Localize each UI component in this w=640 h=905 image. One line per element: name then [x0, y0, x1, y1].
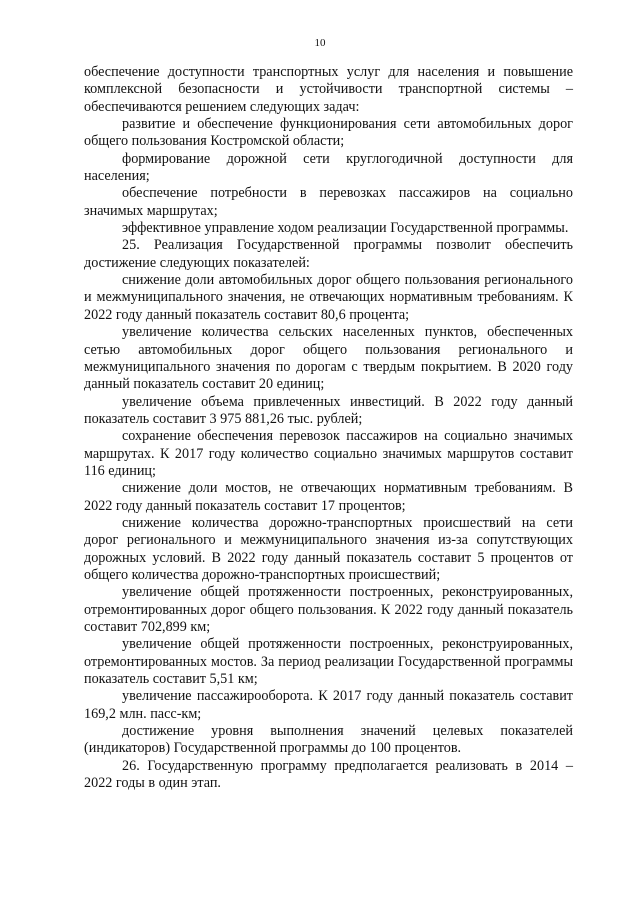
paragraph-indicator-road-share: снижение доли автомобильных дорог общего пользования регионального и межмуниципального значения, не отвечающих нормативным требованиям. К 2022 году данный показатель составит 80,6 процента;	[84, 272, 573, 323]
document-body	[84, 64, 573, 792]
page-number: 10	[314, 37, 326, 49]
paragraph-task-passenger-transport: обеспечение потребности в перевозках пассажиров на социально значимых маршрутах;	[84, 185, 573, 219]
paragraph-indicator-rural-settlements: увеличение количества сельских населенных пунктов, обеспеченных сетью автомобильных дорог общего пользования регионального и межмуниципального значения по дорогам с твердым покрытием. В 2020 году данный показатель составит 20 единиц;	[84, 324, 573, 393]
paragraph-indicator-bridges-share: снижение доли мостов, не отвечающих нормативным требованиям. В 2022 году данный показатель составит 17 процентов;	[84, 480, 573, 514]
paragraph-indicator-bridges-length: увеличение общей протяженности построенных, реконструированных, отремонтированных мостов. За период реализации Государственной программы показатель составит 5,51 км;	[84, 636, 573, 688]
paragraph-indicator-accidents: снижение количества дорожно-транспортных происшествий на сети дорог регионального и межмуниципального значения из-за сопутствующих дорожных условий. В 2022 году данный показатель составит 5 процентов от общего количества дорожно-транспортных происшествий;	[84, 514, 573, 583]
paragraph-indicator-roads-length: увеличение общей протяженности построенных, реконструированных, отремонтированных дорог общего пользования. К 2022 году данный показатель составит 702,899 км;	[84, 584, 573, 635]
paragraph-indicator-passenger-turnover: увеличение пассажирооборота. К 2017 году данный показатель составит 169,2 млн. пасс-км;	[84, 688, 573, 722]
paragraph-indicator-routes: сохранение обеспечения перевозок пассажиров на социально значимых маршрутах. К 2017 году количество социально значимых маршрутов составит 116 единиц;	[84, 428, 573, 479]
paragraph-task-year-round-access: формирование дорожной сети круглогодичной доступности для населения;	[84, 150, 573, 185]
paragraph-task-program-management: эффективное управление ходом реализации Государственной программы.	[122, 220, 569, 237]
paragraph-item-26: 26. Государственную программу предполагается реализовать в 2014 – 2022 годы в один этап.	[84, 757, 573, 792]
paragraph-indicator-investments: увеличение объема привлеченных инвестиций. В 2022 году данный показатель составит 3 975 881,26 тыс. рублей;	[84, 393, 573, 427]
paragraph-task-road-network: развитие и обеспечение функционирования сети автомобильных дорог общего пользования Костромской области;	[84, 116, 573, 150]
paragraph-indicator-targets: достижение уровня выполнения значений целевых показателей (индикаторов) Государственной программы до 100 процентов.	[84, 723, 573, 757]
paragraph-item-25: 25. Реализация Государственной программы позволит обеспечить достижение следующих показателей:	[84, 237, 573, 271]
paragraph-tasks-intro: обеспечение доступности транспортных услуг для населения и повышение комплексной безопасности и устойчивости транспортной системы – обеспечиваются решением следующих задач:	[84, 64, 573, 115]
